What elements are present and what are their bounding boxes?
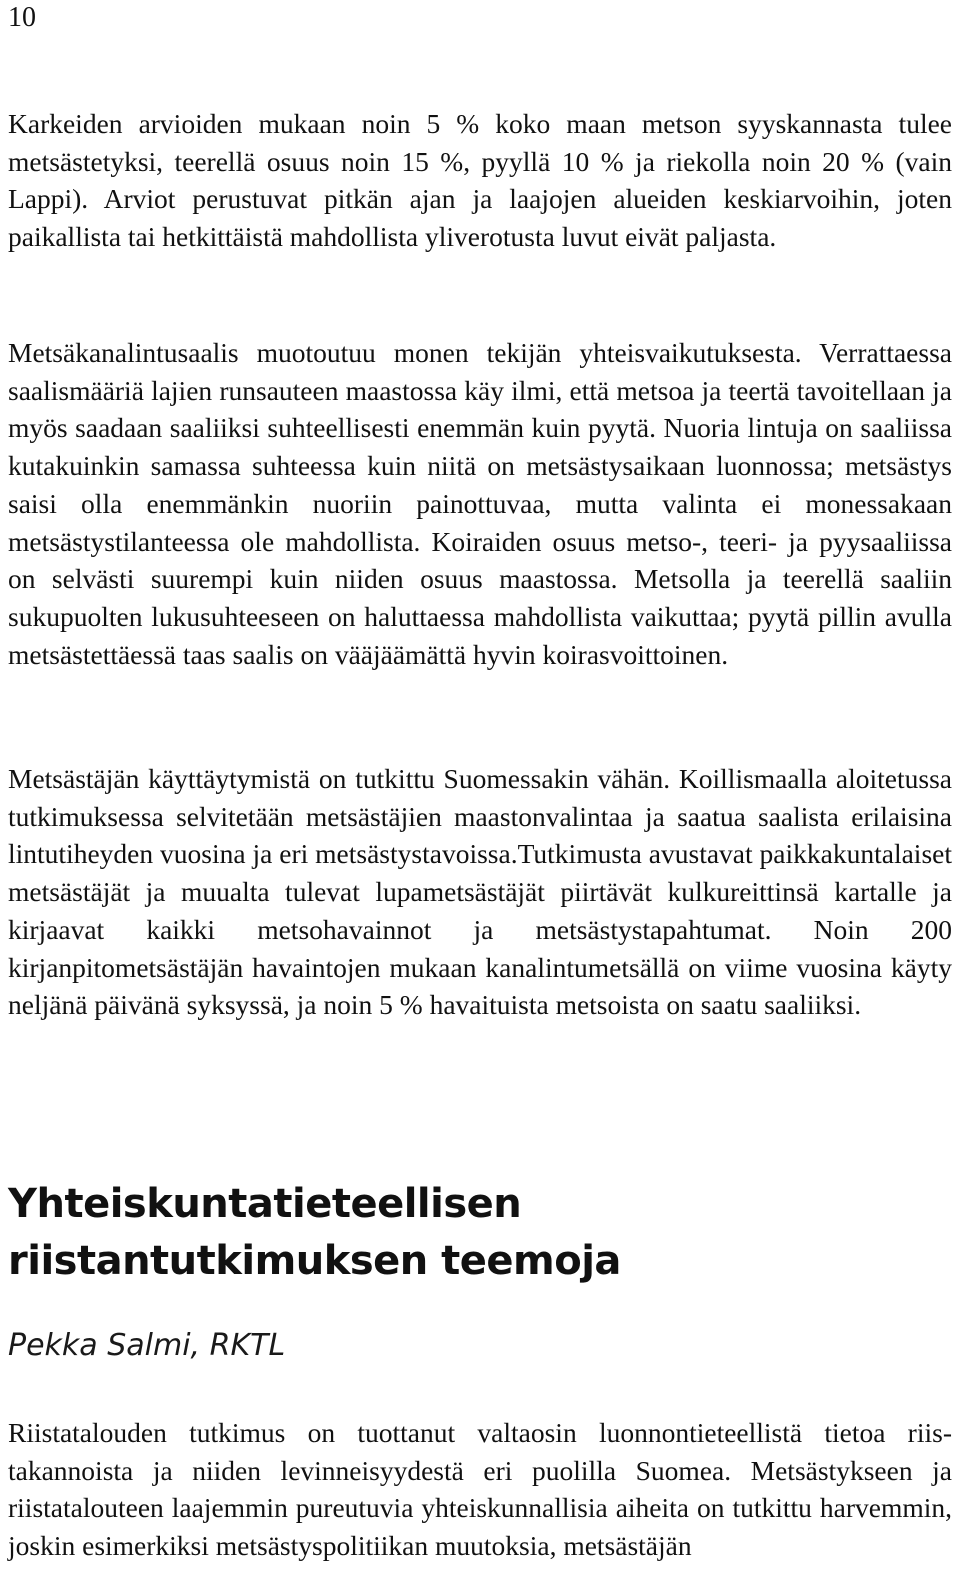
- page-number: 10: [8, 2, 36, 33]
- body-paragraph: Metsäkanalintusaalis muotoutuu monen tekijän yhteisvaikutuksesta. Verrattaessa saalismääriä lajien runsauteen maastossa käy ilmi, että metsoa ja teertä tavoitellaan ja myös saadaan saaliiksi suhteellisesti enemmän kuin pyytä. Nuoria lintuja on saaliissa kutakuinkin samassa suhteessa kuin niitä on metsästysaikaan luonnossa; metsästys saisi olla enemmänkin nuoriin painottuvaa, mutta valinta ei monessakaan metsästystilanteessa ole mahdollista. Koiraiden osuus metso-, teeri- ja pyysaaliissa on selvästi suurempi kuin niiden osuus maastossa. Metsolla ja teerellä saaliin sukupuolten lukusuhteeseen on haluttaessa mahdollista vaikuttaa; pyytä pillin avulla metsästettäessä taas saalis on vääjäämättä hyvin koirasvoittoinen.: [8, 337, 952, 670]
- section-heading: Yhteiskuntatieteellisen riistantutkimuksen teemoja: [8, 1181, 621, 1284]
- body-paragraph: Metsästäjän käyttäytymistä on tutkittu Suomessakin vähän. Koillismaalla aloitetussa tutkimuksessa selvitetään metsästäjien maastonvalintaa ja saatua saalista erilaisina lintutiheyden vuosina ja eri metsästystavoissa.Tutkimusta avustavat paikkakuntalaiset metsästäjät ja muualta tulevat lupametsästäjät piirtävät kulkureittinsä kartalle ja kirjaavat kaikki metsohavainnot ja metsästystapahtumat. Noin 200 kirjanpitometsästäjän havaintojen mukaan kanalintumetsällä on viime vuosina käyty neljänä päivänä syksyssä, ja noin 5 % havaituista metsoista on saatu saaliiksi.: [8, 763, 952, 1021]
- section-author: Pekka Salmi, RKTL: [8, 1328, 286, 1363]
- body-paragraph: Karkeiden arvioiden mukaan noin 5 % koko maan metson syyskannasta tulee metsästetyksi, teerellä osuus noin 15 %, pyyllä 10 % ja riekolla noin 20 % (vain Lappi). Arviot perustuvat pitkän ajan ja laajojen alueiden keskiarvoihin, joten paikallista tai hetkittäistä mahdollista yliverotusta luvut eivät paljasta.: [8, 108, 952, 253]
- section-paragraph: Riistatalouden tutkimus on tuottanut valtaosin luonnontieteellistä tietoa riistakannoista ja niiden levinneisyydestä eri puolilla Suomea. Metsästykseen ja riistatalouteen laajemmin pureutuvia yhteiskunnallisia aiheita on tutkittu harvemmin, joskin esimerkiksi metsästyspolitiikan muutoksia, metsästäjän: [8, 1417, 952, 1562]
